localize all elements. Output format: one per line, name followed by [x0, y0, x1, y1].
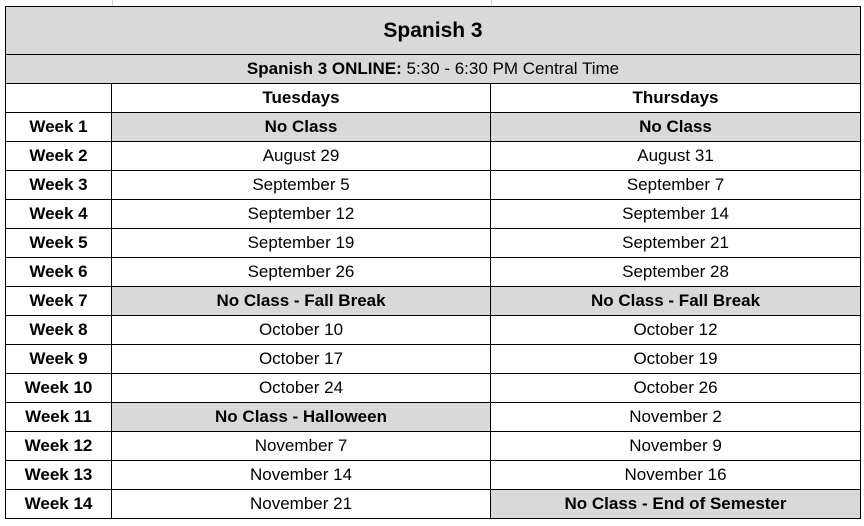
column-header-tuesdays: Tuesdays: [112, 84, 491, 113]
table-row: [6, 229, 861, 258]
tuesday-cell: No Class - Halloween: [112, 403, 491, 432]
tuesday-cell: No Class - Fall Break: [112, 287, 491, 316]
week-label: Week 6: [6, 258, 112, 287]
tuesday-cell: November 7: [112, 432, 491, 461]
thursday-cell: October 19: [491, 345, 861, 374]
subtitle-time: 5:30 - 6:30 PM Central Time: [401, 59, 620, 78]
thursday-cell: October 12: [491, 316, 861, 345]
table-row: [6, 142, 861, 171]
tuesday-cell: August 29: [112, 142, 491, 171]
thursday-cell: September 14: [491, 200, 861, 229]
week-label: Week 13: [6, 461, 112, 490]
thursday-cell: November 16: [491, 461, 861, 490]
table-row: [6, 490, 861, 519]
tuesday-cell: No Class: [112, 113, 491, 142]
tuesday-cell: November 21: [112, 490, 491, 519]
table-row: [6, 374, 861, 403]
week-label: Week 7: [6, 287, 112, 316]
week-label: Week 10: [6, 374, 112, 403]
week-label: Week 2: [6, 142, 112, 171]
column-header-row: [6, 84, 861, 113]
table-row: [6, 432, 861, 461]
subtitle-row: [6, 55, 861, 84]
table-row: [6, 258, 861, 287]
table-title: Spanish 3: [6, 7, 861, 55]
table-row: [6, 200, 861, 229]
week-label: Week 11: [6, 403, 112, 432]
table-row: [6, 345, 861, 374]
schedule-subtitle: [6, 55, 861, 84]
table-row: [6, 171, 861, 200]
tuesday-cell: November 14: [112, 461, 491, 490]
week-label: Week 4: [6, 200, 112, 229]
thursday-cell: September 21: [491, 229, 861, 258]
table-row: [6, 287, 861, 316]
tuesday-cell: September 26: [112, 258, 491, 287]
thursday-cell: No Class - End of Semester: [491, 490, 861, 519]
tuesday-cell: October 10: [112, 316, 491, 345]
week-label: Week 1: [6, 113, 112, 142]
tuesday-cell: September 19: [112, 229, 491, 258]
week-label: Week 5: [6, 229, 112, 258]
thursday-cell: October 26: [491, 374, 861, 403]
title-row: [6, 7, 861, 55]
table-row: [6, 461, 861, 490]
table-row: [6, 113, 861, 142]
thursday-cell: No Class: [491, 113, 861, 142]
table-row: [6, 316, 861, 345]
tuesday-cell: September 5: [112, 171, 491, 200]
week-label: Week 9: [6, 345, 112, 374]
thursday-cell: September 7: [491, 171, 861, 200]
thursday-cell: September 28: [491, 258, 861, 287]
thursday-cell: November 2: [491, 403, 861, 432]
week-label: Week 3: [6, 171, 112, 200]
table-row: [6, 403, 861, 432]
column-header-thursdays: Thursdays: [491, 84, 861, 113]
tuesday-cell: October 24: [112, 374, 491, 403]
column-header-week: [6, 84, 112, 113]
thursday-cell: No Class - Fall Break: [491, 287, 861, 316]
week-label: Week 12: [6, 432, 112, 461]
thursday-cell: November 9: [491, 432, 861, 461]
week-label: Week 14: [6, 490, 112, 519]
tuesday-cell: October 17: [112, 345, 491, 374]
thursday-cell: August 31: [491, 142, 861, 171]
tuesday-cell: September 12: [112, 200, 491, 229]
subtitle-course-label: Spanish 3 ONLINE:: [246, 59, 402, 78]
week-label: Week 8: [6, 316, 112, 345]
schedule-table: [5, 6, 861, 519]
